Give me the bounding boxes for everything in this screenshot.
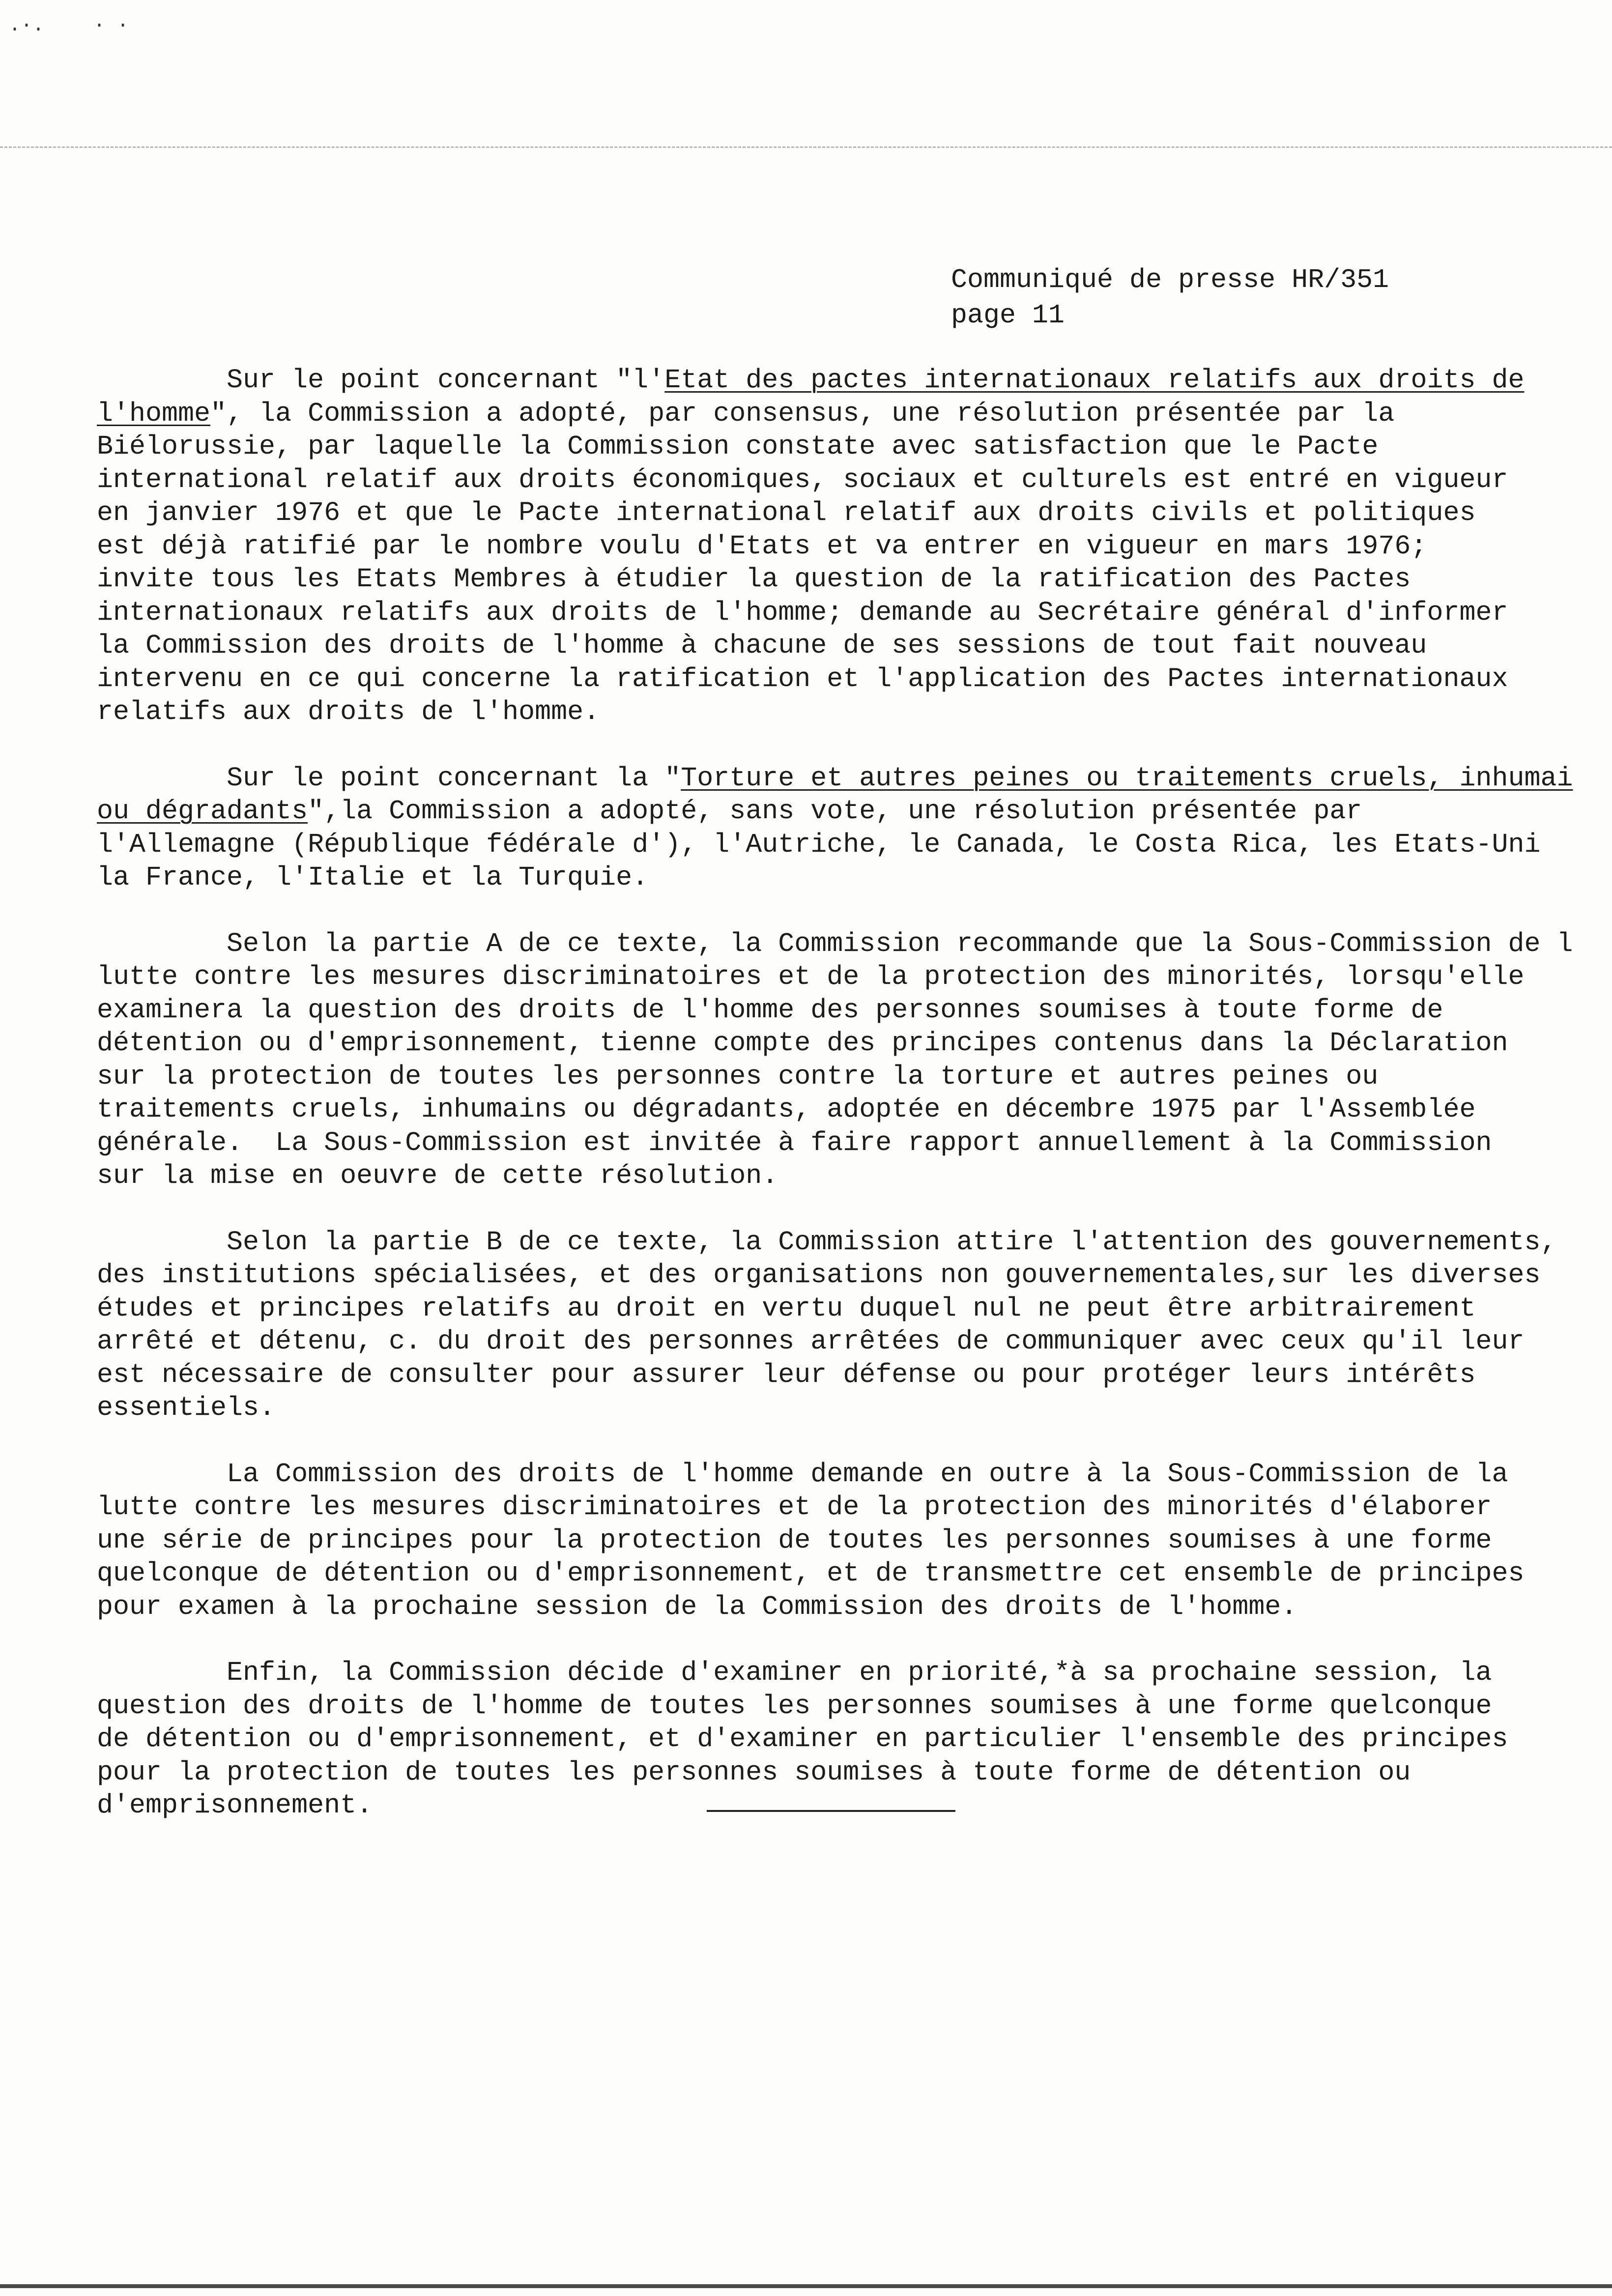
- text-run: Biélorussie, par laquelle la Commission constate avec satisfaction que le Pacte: [97, 431, 1379, 462]
- top-perforation-line: [0, 146, 1612, 148]
- text-run: d'emprisonnement.: [97, 1790, 373, 1821]
- page-number: page 11: [951, 300, 1065, 331]
- paragraph: [97, 1656, 1611, 1822]
- text-run: est nécessaire de consulter pour assurer leur défense ou pour protéger leurs intérêts: [97, 1359, 1476, 1390]
- text-line: [97, 795, 1611, 828]
- text-run: relatifs aux droits de l'homme.: [97, 696, 600, 727]
- paragraph: [97, 1226, 1611, 1425]
- text-run: arrêté et détenu, c. du droit des personnes arrêtées de communiquer avec ceux qu'il leur: [97, 1326, 1525, 1357]
- text-run: est déjà ratifié par le nombre voulu d'Etats et va entrer en vigueur en mars 1976;: [97, 530, 1427, 562]
- text-line: [97, 364, 1611, 397]
- text-line: [97, 1159, 1611, 1193]
- text-line: [97, 1292, 1611, 1325]
- document-body: [97, 364, 1611, 1855]
- text-line: [97, 1491, 1611, 1524]
- text-line: [97, 1690, 1611, 1723]
- text-line: [97, 596, 1611, 630]
- text-run: Sur le point concernant la ": [97, 762, 681, 794]
- text-run: des institutions spécialisées, et des organisations non gouvernementales,sur les diverses: [97, 1260, 1541, 1291]
- text-line: [97, 1226, 1611, 1259]
- text-line: [97, 762, 1611, 795]
- text-run: Enfin, la Commission décide d'examiner en priorité,*à sa prochaine session, la: [97, 1657, 1492, 1688]
- text-run: une série de principes pour la protection de toutes les personnes soumises à une forme: [97, 1524, 1492, 1556]
- text-line: [97, 1093, 1611, 1126]
- text-line: [97, 861, 1611, 894]
- text-run: lutte contre les mesures discriminatoires et de la protection des minorités, lorsqu'elle: [97, 961, 1525, 992]
- text-run: pour examen à la prochaine session de la Commission des droits de l'homme.: [97, 1591, 1297, 1622]
- paragraph: [97, 1458, 1611, 1624]
- text-line: [97, 563, 1611, 596]
- text-run: Selon la partie A de ce texte, la Commission recommande que la Sous-Commission de l: [97, 928, 1573, 959]
- text-run: la France, l'Italie et la Turquie.: [97, 862, 649, 893]
- text-line: [97, 662, 1611, 696]
- underlined-topic-title: Torture et autres peines ou traitements cruels, inhumai: [681, 762, 1573, 794]
- text-line: [97, 1789, 1611, 1822]
- end-of-text-rule: [707, 1810, 955, 1812]
- text-line: [97, 1259, 1611, 1292]
- text-run: examinera la question des droits de l'homme des personnes soumises à toute forme de: [97, 994, 1443, 1026]
- text-line: [97, 629, 1611, 662]
- text-line: [97, 463, 1611, 497]
- text-line: [97, 1325, 1611, 1358]
- underlined-topic-title: l'homme: [97, 398, 211, 429]
- text-run: La Commission des droits de l'homme demande en outre à la Sous-Commission de la: [97, 1458, 1508, 1490]
- text-run: lutte contre les mesures discriminatoires et de la protection des minorités d'élaborer: [97, 1492, 1492, 1522]
- text-run: ", la Commission a adopté, par consensus, une résolution présentée par la: [210, 398, 1395, 429]
- text-line: [97, 1458, 1611, 1491]
- paragraph: [97, 927, 1611, 1193]
- scan-speck: · ·: [93, 15, 129, 37]
- text-run: pour la protection de toutes les personnes soumises à toute forme de détention ou: [97, 1756, 1411, 1788]
- text-run: intervenu en ce qui concerne la ratification et l'application des Pactes internationaux: [97, 663, 1508, 694]
- text-line: [97, 960, 1611, 994]
- text-run: sur la mise en oeuvre de cette résolution.: [97, 1160, 778, 1191]
- text-run: international relatif aux droits économiques, sociaux et culturels est entré en vigueur: [97, 464, 1508, 495]
- text-line: [97, 695, 1611, 729]
- text-run: générale. La Sous-Commission est invitée à faire rapport annuellement à la Commission: [97, 1127, 1492, 1158]
- text-line: [97, 828, 1611, 861]
- text-line: [97, 1524, 1611, 1557]
- text-line: [97, 1126, 1611, 1160]
- text-line: [97, 1756, 1611, 1789]
- paragraph: [97, 762, 1611, 894]
- text-run: l'Allemagne (République fédérale d'), l'Autriche, le Canada, le Costa Rica, les Etats-Uni: [97, 829, 1541, 860]
- text-line: [97, 994, 1611, 1027]
- text-run: sur la protection de toutes les personnes contre la torture et autres peines ou: [97, 1061, 1379, 1092]
- text-run: question des droits de l'homme de toutes les personnes soumises à une forme quelconque: [97, 1690, 1492, 1722]
- paragraph: [97, 364, 1611, 729]
- text-line: [97, 1358, 1611, 1392]
- underlined-topic-title: ou dégradants: [97, 796, 308, 827]
- text-run: Sur le point concernant "l': [97, 365, 665, 396]
- text-run: Selon la partie B de ce texte, la Commission attire l'attention des gouvernements,: [97, 1226, 1557, 1258]
- text-run: internationaux relatifs aux droits de l'homme; demande au Secrétaire général d'informer: [97, 597, 1508, 628]
- text-line: [97, 927, 1611, 961]
- text-run: études et principes relatifs au droit en vertu duquel nul ne peut être arbitrairement: [97, 1292, 1476, 1324]
- text-line: [97, 397, 1611, 430]
- scan-speck: .·.: [9, 15, 45, 37]
- page-header: [951, 262, 1389, 333]
- text-line: [97, 1027, 1611, 1060]
- text-run: ",la Commission a adopté, sans vote, une résolution présentée par: [308, 796, 1362, 827]
- text-run: en janvier 1976 et que le Pacte international relatif aux droits civils et politiques: [97, 497, 1476, 528]
- bottom-edge-line: [0, 2284, 1612, 2288]
- text-run: détention ou d'emprisonnement, tienne compte des principes contenus dans la Déclaration: [97, 1028, 1508, 1059]
- text-line: [97, 496, 1611, 530]
- text-run: quelconque de détention ou d'emprisonnement, et de transmettre cet ensemble de principes: [97, 1558, 1525, 1589]
- text-run: invite tous les Etats Membres à étudier la question de la ratification des Pactes: [97, 564, 1411, 595]
- text-line: [97, 1656, 1611, 1690]
- text-line: [97, 530, 1611, 563]
- text-run: de détention ou d'emprisonnement, et d'examiner en particulier l'ensemble des principes: [97, 1723, 1508, 1754]
- underlined-topic-title: Etat des pactes internationaux relatifs aux droits de: [664, 365, 1525, 396]
- text-line: [97, 1722, 1611, 1756]
- text-run: traitements cruels, inhumains ou dégradants, adoptée en décembre 1975 par l'Assemblée: [97, 1094, 1476, 1125]
- text-line: [97, 430, 1611, 463]
- text-line: [97, 1590, 1611, 1624]
- text-line: [97, 1557, 1611, 1590]
- text-line: [97, 1060, 1611, 1093]
- press-release-id: Communiqué de presse HR/351: [951, 264, 1389, 295]
- text-line: [97, 1391, 1611, 1425]
- text-run: essentiels.: [97, 1392, 276, 1423]
- text-run: la Commission des droits de l'homme à chacune de ses sessions de tout fait nouveau: [97, 630, 1427, 661]
